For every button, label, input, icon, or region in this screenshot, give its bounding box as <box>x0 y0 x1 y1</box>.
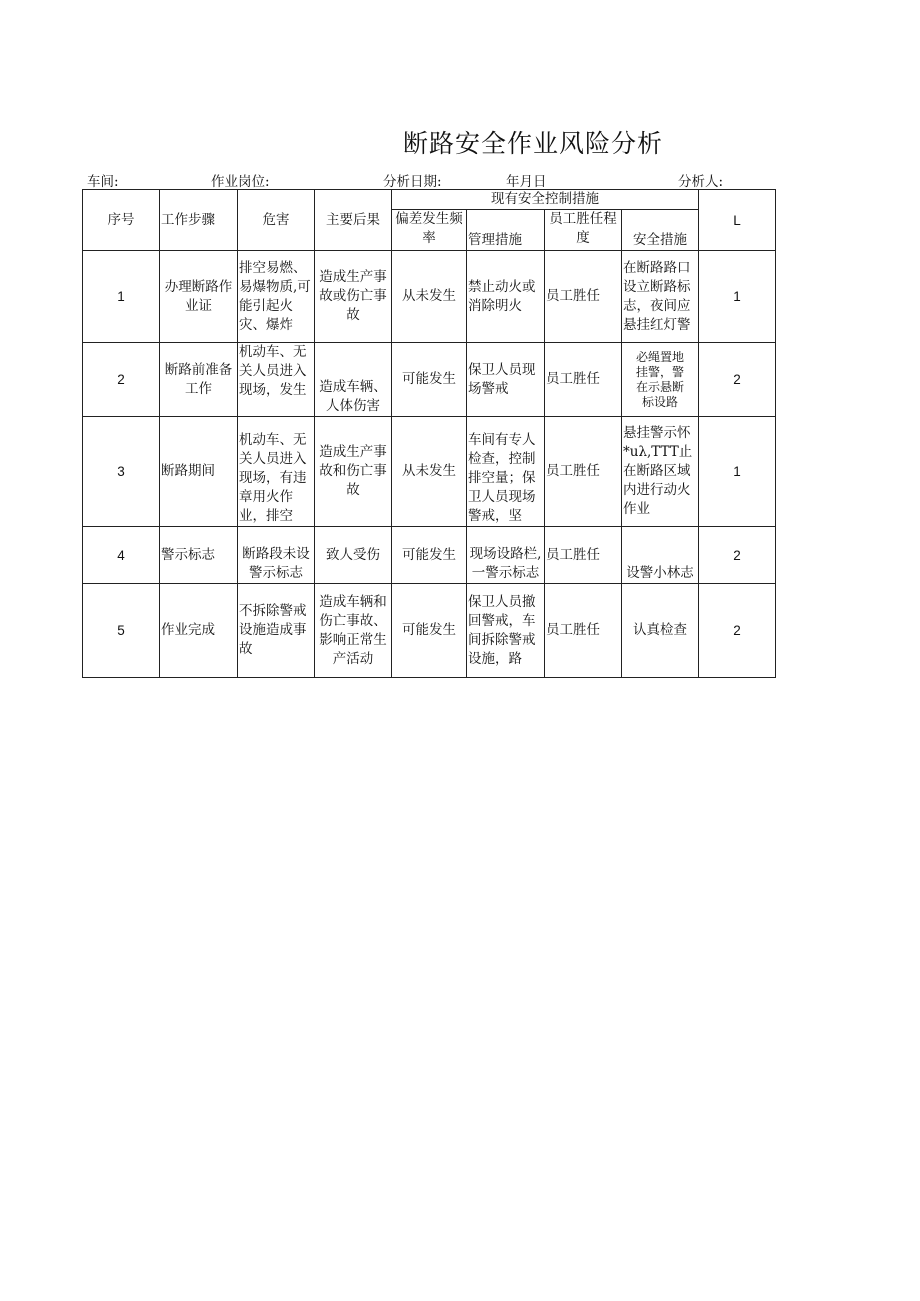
row-hazard: 机动车、无关人员进入现场，有违章用火作业，排空 <box>238 417 315 527</box>
row-step: 断路期间 <box>160 417 238 527</box>
row-level: 1 <box>699 251 776 343</box>
row-frequency: 可能发生 <box>392 527 467 584</box>
row-frequency: 从未发生 <box>392 417 467 527</box>
header-consequence: 主要后果 <box>315 190 392 251</box>
page-title: 断路安全作业风险分析 <box>403 129 664 158</box>
row-seq: 1 <box>83 251 160 343</box>
row-level: 2 <box>699 527 776 584</box>
row-management: 保卫人员撤回警戒，车间拆除警戒设施，路 <box>467 584 545 678</box>
header-seq: 序号 <box>83 190 160 251</box>
row-safety: 必绳置地挂警，警在示悬断标设路 <box>622 343 699 417</box>
table-row <box>83 527 776 584</box>
row-frequency: 可能发生 <box>392 343 467 417</box>
row-management: 现场设路栏,一警示标志 <box>467 527 545 584</box>
row-safety: 设警小林志 <box>622 527 699 584</box>
row-safety: 悬挂警示怀*uλ,TTT止在断路区域内进行动火作业 <box>622 417 699 527</box>
post-label: 作业岗位: <box>211 174 270 190</box>
row-seq: 3 <box>83 417 160 527</box>
row-hazard: 断路段未设警示标志 <box>238 527 315 584</box>
row-level: 2 <box>699 584 776 678</box>
date-label: 分析日期: <box>383 174 442 190</box>
row-consequence: 造成车辆、人体伤害 <box>315 343 392 417</box>
row-consequence: 造成生产事故或伤亡事故 <box>315 251 392 343</box>
row-safety: 认真检查 <box>622 584 699 678</box>
row-frequency: 可能发生 <box>392 584 467 678</box>
row-level: 1 <box>699 417 776 527</box>
header-controls: 现有安全控制措施 <box>392 190 699 210</box>
risk-analysis-table <box>82 189 776 678</box>
row-step: 断路前准备工作 <box>160 343 238 417</box>
row-frequency: 从未发生 <box>392 251 467 343</box>
row-competence: 员工胜任 <box>545 251 622 343</box>
row-step: 作业完成 <box>160 584 238 678</box>
header-step: 工作步骤 <box>160 190 238 251</box>
header-management: 管理措施 <box>467 210 545 251</box>
row-hazard: 不拆除警戒设施造成事故 <box>238 584 315 678</box>
header-row-1 <box>83 190 776 210</box>
table-row <box>83 251 776 343</box>
row-competence: 员工胜任 <box>545 584 622 678</box>
row-hazard: 机动车、无关人员进入现场，发生 <box>238 343 315 417</box>
row-competence: 员工胜任 <box>545 527 622 584</box>
row-consequence: 造成生产事故和伤亡事故 <box>315 417 392 527</box>
table-row <box>83 584 776 678</box>
analyst-label: 分析人: <box>678 174 724 190</box>
row-consequence: 造成车辆和伤亡事故、影响正常生产活动 <box>315 584 392 678</box>
header-frequency: 偏差发生频率 <box>392 210 467 251</box>
table-row <box>83 417 776 527</box>
header-level: L <box>699 190 776 251</box>
table-row <box>83 343 776 417</box>
row-step: 办理断路作业证 <box>160 251 238 343</box>
row-step: 警示标志 <box>160 527 238 584</box>
row-seq: 4 <box>83 527 160 584</box>
header-competence: 员工胜任程度 <box>545 210 622 251</box>
header-safety: 安全措施 <box>622 210 699 251</box>
row-competence: 员工胜任 <box>545 417 622 527</box>
row-seq: 5 <box>83 584 160 678</box>
row-management: 车间有专人检查，控制排空量；保卫人员现场警戒，坚 <box>467 417 545 527</box>
row-competence: 员工胜任 <box>545 343 622 417</box>
row-level: 2 <box>699 343 776 417</box>
row-safety: 在断路路口设立断路标志，夜间应悬挂红灯警 <box>622 251 699 343</box>
row-consequence: 致人受伤 <box>315 527 392 584</box>
date-value: 年月日 <box>506 174 547 190</box>
row-hazard: 排空易燃、易爆物质,可能引起火灾、爆炸 <box>238 251 315 343</box>
row-management: 禁止动火或消除明火 <box>467 251 545 343</box>
workshop-label: 车间: <box>87 174 119 190</box>
header-hazard: 危害 <box>238 190 315 251</box>
row-management: 保卫人员现场警戒 <box>467 343 545 417</box>
row-seq: 2 <box>83 343 160 417</box>
